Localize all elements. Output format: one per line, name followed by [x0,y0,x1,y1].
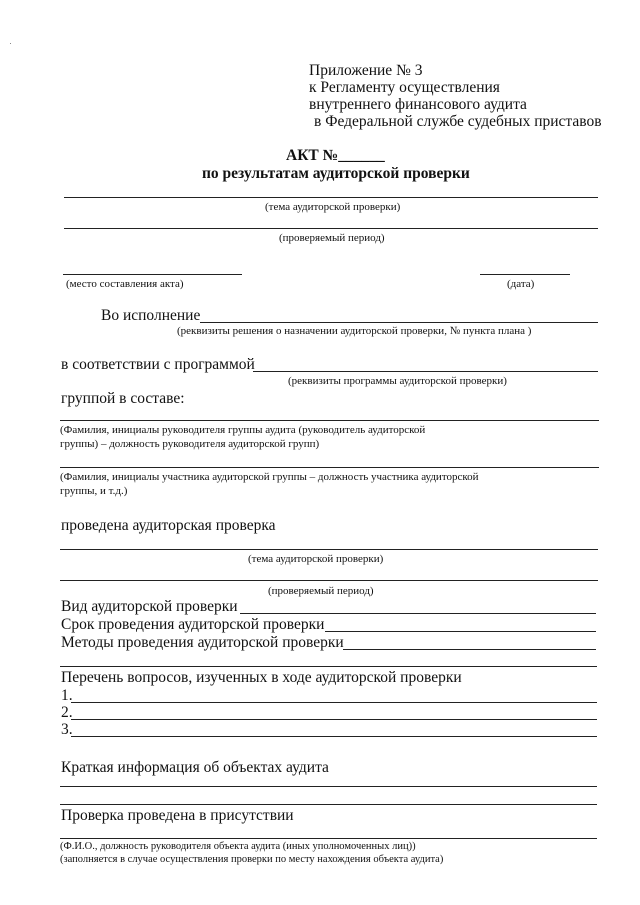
methods-line-2 [60,666,597,667]
type-label: Вид аудиторской проверки [61,598,238,615]
methods-label: Методы проведения аудиторской проверки [61,634,344,651]
member-hint: группы, и т.д.) [60,485,128,497]
question-number: 3. [61,721,73,738]
presence-label: Проверка проведена в присутствии [61,807,294,824]
period-line [64,228,598,229]
term-label: Срок проведения аудиторской проверки [61,616,325,633]
term-line [325,631,596,632]
brief-line [60,786,597,787]
period2-hint: (проверяемый период) [268,585,374,597]
topic-hint: (тема аудиторской проверки) [265,201,401,213]
leader-line [60,420,599,421]
period2-line [60,580,598,581]
question-line [71,702,597,703]
question-line [71,736,597,737]
question-number: 1. [61,687,73,704]
question-line [71,719,597,720]
program-line [253,371,598,372]
question-number: 2. [61,704,73,721]
methods-line [343,649,596,650]
appendix-ref-line: к Регламенту осуществления [309,79,500,96]
leader-hint: (Фамилия, инициалы руководителя группы аудита (руководитель аудиторской [60,424,426,436]
type-line [240,613,596,614]
brief-label: Краткая информация об объектах аудита [61,759,329,776]
leader-hint: группы) – должность руководителя аудиторской групп) [60,438,320,450]
program-hint: (реквизиты программы аудиторской проверки) [288,375,507,387]
date-hint: (дата) [507,278,535,290]
execution-label: Во исполнение [101,307,201,324]
place-hint: (место составления акта) [66,278,184,290]
questions-label: Перечень вопросов, изученных в ходе аудиторской проверки [61,669,462,686]
presence-hint: (Ф.И.О., должность руководителя объекта аудита (иных уполномоченных лиц)) [60,841,416,852]
program-label: в соответствии с программой [61,356,255,373]
topic2-hint: (тема аудиторской проверки) [248,553,384,565]
brief-line [60,804,597,805]
appendix-number: Приложение № 3 [309,62,423,79]
act-subtitle: по результатам аудиторской проверки [202,165,470,182]
scan-speck [10,43,11,44]
topic-line [64,197,598,198]
group-label: группой в составе: [61,390,185,407]
period-hint: (проверяемый период) [279,232,385,244]
presence-line [60,838,597,839]
member-hint: (Фамилия, инициалы участника аудиторской группы – должность участника аудиторской [60,471,479,483]
conducted-label: проведена аудиторская проверка [61,517,276,534]
act-title: АКТ №______ [286,147,385,164]
appendix-ref-line: в Федеральной службе судебных приставов [314,113,602,130]
topic2-line [60,549,598,550]
decision-hint: (реквизиты решения о назначении аудиторской проверки, № пункта плана ) [177,325,532,337]
member-line [60,467,599,468]
place-line [63,274,242,275]
appendix-ref-line: внутреннего финансового аудита [309,96,527,113]
execution-line [200,322,598,323]
presence-note: (заполняется в случае осуществления проверки по месту нахождения объекта аудита) [60,854,444,865]
date-line [480,274,570,275]
